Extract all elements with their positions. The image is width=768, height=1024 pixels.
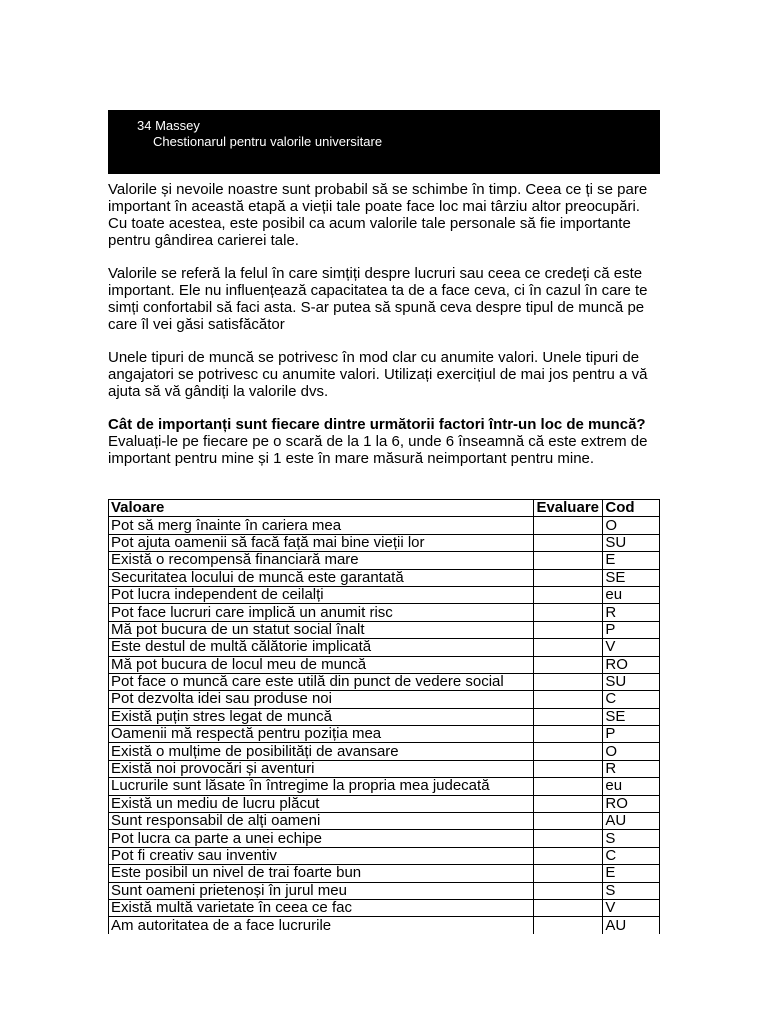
table-row (109, 726, 660, 743)
code-cell: O (603, 517, 660, 534)
value-cell: Am autoritatea de a face lucrurile (109, 917, 534, 934)
header-subtitle: Chestionarul pentru valorile universitare (153, 134, 383, 149)
intro-paragraph-2: Valorile se referă la felul în care simțiți despre lucruri sau ceea ce credeți că este important. Ele nu influențează capacitatea ta de a face ceva, ci în cazul în care te simți confortabil să faci asta. S-ar putea să spună ceva despre tipul de muncă pe care îl vei găsi satisfăcător (108, 265, 648, 333)
code-cell: S (603, 830, 660, 847)
rating-cell[interactable] (534, 691, 603, 708)
rating-cell[interactable] (534, 639, 603, 656)
table-row (109, 917, 660, 934)
page-number: 34 (137, 118, 152, 133)
rating-cell[interactable] (534, 673, 603, 690)
table-row (109, 534, 660, 551)
rating-cell[interactable] (534, 813, 603, 830)
value-cell: Pot lucra ca parte a unei echipe (109, 830, 534, 847)
table-row (109, 813, 660, 830)
header-cod: Cod (603, 500, 660, 517)
value-cell: Sunt responsabil de alți oameni (109, 813, 534, 830)
table-row (109, 586, 660, 603)
table-row (109, 604, 660, 621)
rating-cell[interactable] (534, 760, 603, 777)
value-cell: Pot dezvolta idei sau produse noi (109, 691, 534, 708)
table-row (109, 552, 660, 569)
table-row (109, 830, 660, 847)
rating-cell[interactable] (534, 865, 603, 882)
header-title-line (137, 118, 200, 133)
value-cell: Există puțin stres legat de muncă (109, 708, 534, 725)
table-row (109, 778, 660, 795)
value-cell: Mă pot bucura de locul meu de muncă (109, 656, 534, 673)
rating-cell[interactable] (534, 778, 603, 795)
header-valoare: Valoare (109, 500, 534, 517)
rating-cell[interactable] (534, 534, 603, 551)
table-row (109, 882, 660, 899)
value-cell: Există o mulțime de posibilități de avansare (109, 743, 534, 760)
rating-cell[interactable] (534, 726, 603, 743)
value-cell: Oamenii mă respectă pentru poziția mea (109, 726, 534, 743)
rating-cell[interactable] (534, 882, 603, 899)
rating-cell[interactable] (534, 743, 603, 760)
value-cell: Pot face lucruri care implică un anumit risc (109, 604, 534, 621)
table-row (109, 795, 660, 812)
intro-text (108, 181, 660, 482)
code-cell: S (603, 882, 660, 899)
value-cell: Există multă varietate în ceea ce fac (109, 899, 534, 916)
value-cell: Pot lucra independent de ceilalți (109, 586, 534, 603)
code-cell: E (603, 552, 660, 569)
code-cell: V (603, 639, 660, 656)
instruction-paragraph (108, 416, 660, 467)
value-cell: Sunt oameni prietenoși în jurul meu (109, 882, 534, 899)
table-row (109, 865, 660, 882)
rating-cell[interactable] (534, 569, 603, 586)
code-cell: R (603, 760, 660, 777)
rating-cell[interactable] (534, 899, 603, 916)
instruction-question: Cât de importanți sunt fiecare dintre următorii factori într-un loc de muncă? (108, 416, 646, 433)
table-row (109, 517, 660, 534)
rating-cell[interactable] (534, 830, 603, 847)
table-row (109, 621, 660, 638)
code-cell: AU (603, 813, 660, 830)
code-cell: C (603, 691, 660, 708)
code-cell: RO (603, 795, 660, 812)
rating-cell[interactable] (534, 917, 603, 934)
table-row (109, 673, 660, 690)
value-cell: Pot fi creativ sau inventiv (109, 847, 534, 864)
code-cell: RO (603, 656, 660, 673)
code-cell: P (603, 726, 660, 743)
table-header-row (109, 500, 660, 517)
code-cell: V (603, 899, 660, 916)
table-row (109, 847, 660, 864)
intro-paragraph-3: Unele tipuri de muncă se potrivesc în mod clar cu anumite valori. Unele tipuri de angajatori se potrivesc cu anumite valori. Utilizați exercițiul de mai jos pentru a vă ajuta să vă gândiți la valorile dvs. (108, 349, 648, 400)
code-cell: E (603, 865, 660, 882)
code-cell: eu (603, 778, 660, 795)
value-cell: Pot face o muncă care este utilă din punct de vedere social (109, 673, 534, 690)
table-row (109, 691, 660, 708)
value-cell: Lucrurile sunt lăsate în întregime la propria mea judecată (109, 778, 534, 795)
table-row (109, 656, 660, 673)
value-cell: Pot ajuta oamenii să facă față mai bine vieții lor (109, 534, 534, 551)
code-cell: SE (603, 569, 660, 586)
value-cell: Este posibil un nivel de trai foarte bun (109, 865, 534, 882)
rating-cell[interactable] (534, 708, 603, 725)
value-cell: Există o recompensă financiară mare (109, 552, 534, 569)
rating-cell[interactable] (534, 552, 603, 569)
value-cell: Există un mediu de lucru plăcut (109, 795, 534, 812)
header-evaluare: Evaluare (534, 500, 603, 517)
page-header (108, 110, 660, 174)
code-cell: P (603, 621, 660, 638)
code-cell: eu (603, 586, 660, 603)
instruction-detail: Evaluați-le pe fiecare pe o scară de la 1 la 6, unde 6 înseamnă că este extrem de important pentru mine și 1 este în mare măsură neimportant pentru mine. (108, 433, 648, 467)
table-row (109, 708, 660, 725)
rating-cell[interactable] (534, 795, 603, 812)
values-table (108, 499, 660, 934)
rating-cell[interactable] (534, 517, 603, 534)
rating-cell[interactable] (534, 586, 603, 603)
code-cell: R (603, 604, 660, 621)
value-cell: Mă pot bucura de un statut social înalt (109, 621, 534, 638)
code-cell: C (603, 847, 660, 864)
value-cell: Există noi provocări și aventuri (109, 760, 534, 777)
table-row (109, 743, 660, 760)
value-cell: Este destul de multă călătorie implicată (109, 639, 534, 656)
value-cell: Pot să merg înainte în cariera mea (109, 517, 534, 534)
rating-cell[interactable] (534, 604, 603, 621)
code-cell: SU (603, 673, 660, 690)
table-row (109, 899, 660, 916)
table-row (109, 760, 660, 777)
code-cell: O (603, 743, 660, 760)
code-cell: SU (603, 534, 660, 551)
rating-cell[interactable] (534, 656, 603, 673)
intro-paragraph-1: Valorile și nevoile noastre sunt probabil să se schimbe în timp. Ceea ce ți se pare important în această etapă a vieții tale poate face loc mai târziu altor preocupări. Cu toate acestea, este posibil ca acum valorile tale personale să fie importante pentru gândirea carierei tale. (108, 181, 648, 249)
header-author: Massey (155, 118, 200, 133)
code-cell: AU (603, 917, 660, 934)
rating-cell[interactable] (534, 847, 603, 864)
rating-cell[interactable] (534, 621, 603, 638)
table-row (109, 639, 660, 656)
table-row (109, 569, 660, 586)
value-cell: Securitatea locului de muncă este garantată (109, 569, 534, 586)
code-cell: SE (603, 708, 660, 725)
